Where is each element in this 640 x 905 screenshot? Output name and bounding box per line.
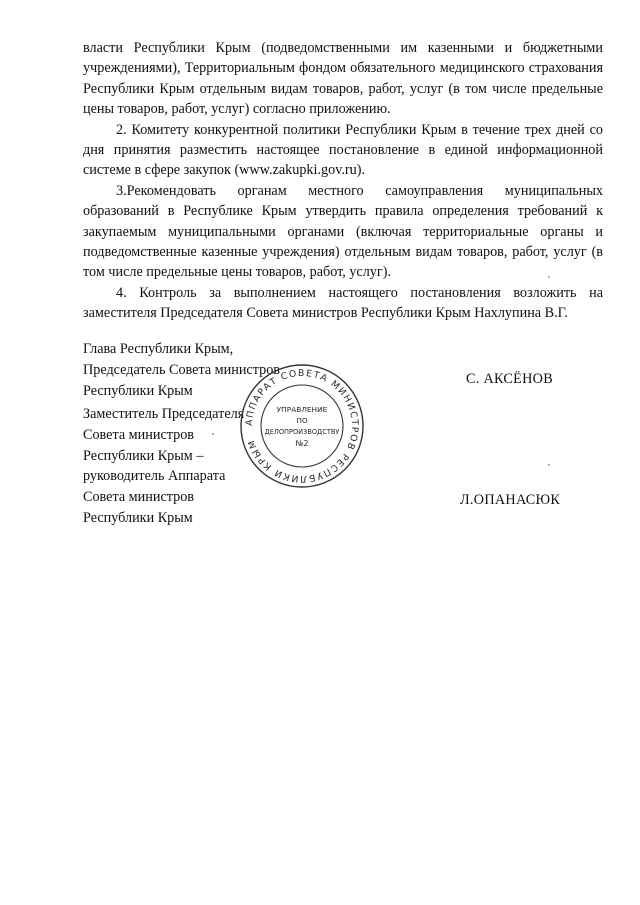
- signature-title-line: Глава Республики Крым,: [83, 341, 234, 357]
- stamp-line: УПРАВЛЕНИЕ: [276, 405, 328, 414]
- signature-title-line: Заместитель Председателя: [83, 406, 245, 422]
- signature-title-line: Председатель Совета министров: [83, 361, 280, 378]
- signature-title-line: Совета министров: [83, 489, 194, 506]
- stamp-line: №2: [295, 439, 309, 448]
- decree-body-text: [83, 38, 603, 324]
- paragraph-4: 4. Контроль за выполнением настоящего постановления возложить на заместителя Председателя Совета министров Республики Крым Нахлупина В.Г.: [83, 284, 603, 322]
- paragraph-3: 3.Рекомендовать органам местного самоуправления муниципальных образований в Республике Крым утвердить правила определения требований к закупаемым муниципальными органами (включая территориальные органы и подведомственные казенные учреждения) отдельным видам товаров, работ, услуг (в том числе предельные цены товаров, работ, услуг).: [83, 182, 603, 281]
- scan-speck: [548, 276, 550, 278]
- signature-block-deputy: [83, 404, 244, 529]
- scan-speck: [548, 464, 550, 466]
- signatory-name-deputy: Л.ОПАНАСЮК: [460, 492, 561, 508]
- scan-speck: [212, 433, 214, 435]
- paragraph-continuation: власти Республики Крым (подведомственными им казенными и бюджетными учреждениями), Территориальным фондом обязательного медицинского страхования Республики Крым отдельным видам товаров, работ, услуг (в том числе предельные цены товаров, работ, услуг) согласно приложению.: [83, 40, 603, 118]
- stamp-line: ПО: [296, 416, 308, 425]
- signature-title-line: руководитель Аппарата: [83, 468, 226, 485]
- stamp-ring-text: АППАРАТ СОВЕТА МИНИСТРОВ РЕСПУБЛИКИ КРЫМ: [243, 367, 361, 485]
- stamp-line: ДЕЛОПРОИЗВОДСТВУ: [264, 428, 340, 436]
- signature-title-line: Совета министров: [83, 426, 194, 443]
- official-stamp: [238, 362, 366, 490]
- stamp-seal-icon: [238, 362, 366, 490]
- signature-title-line: Республики Крым –: [83, 447, 204, 464]
- signatory-name-head: С. АКСЁНОВ: [466, 371, 553, 387]
- signature-title-line: Республики Крым: [83, 509, 193, 526]
- paragraph-2: 2. Комитету конкурентной политики Республики Крым в течение трех дней со дня принятия разместить настоящее постановление в единой информационной системе в сфере закупок (www.zakupki.gov.ru).: [83, 121, 603, 179]
- signature-title-line: Республики Крым: [83, 382, 193, 399]
